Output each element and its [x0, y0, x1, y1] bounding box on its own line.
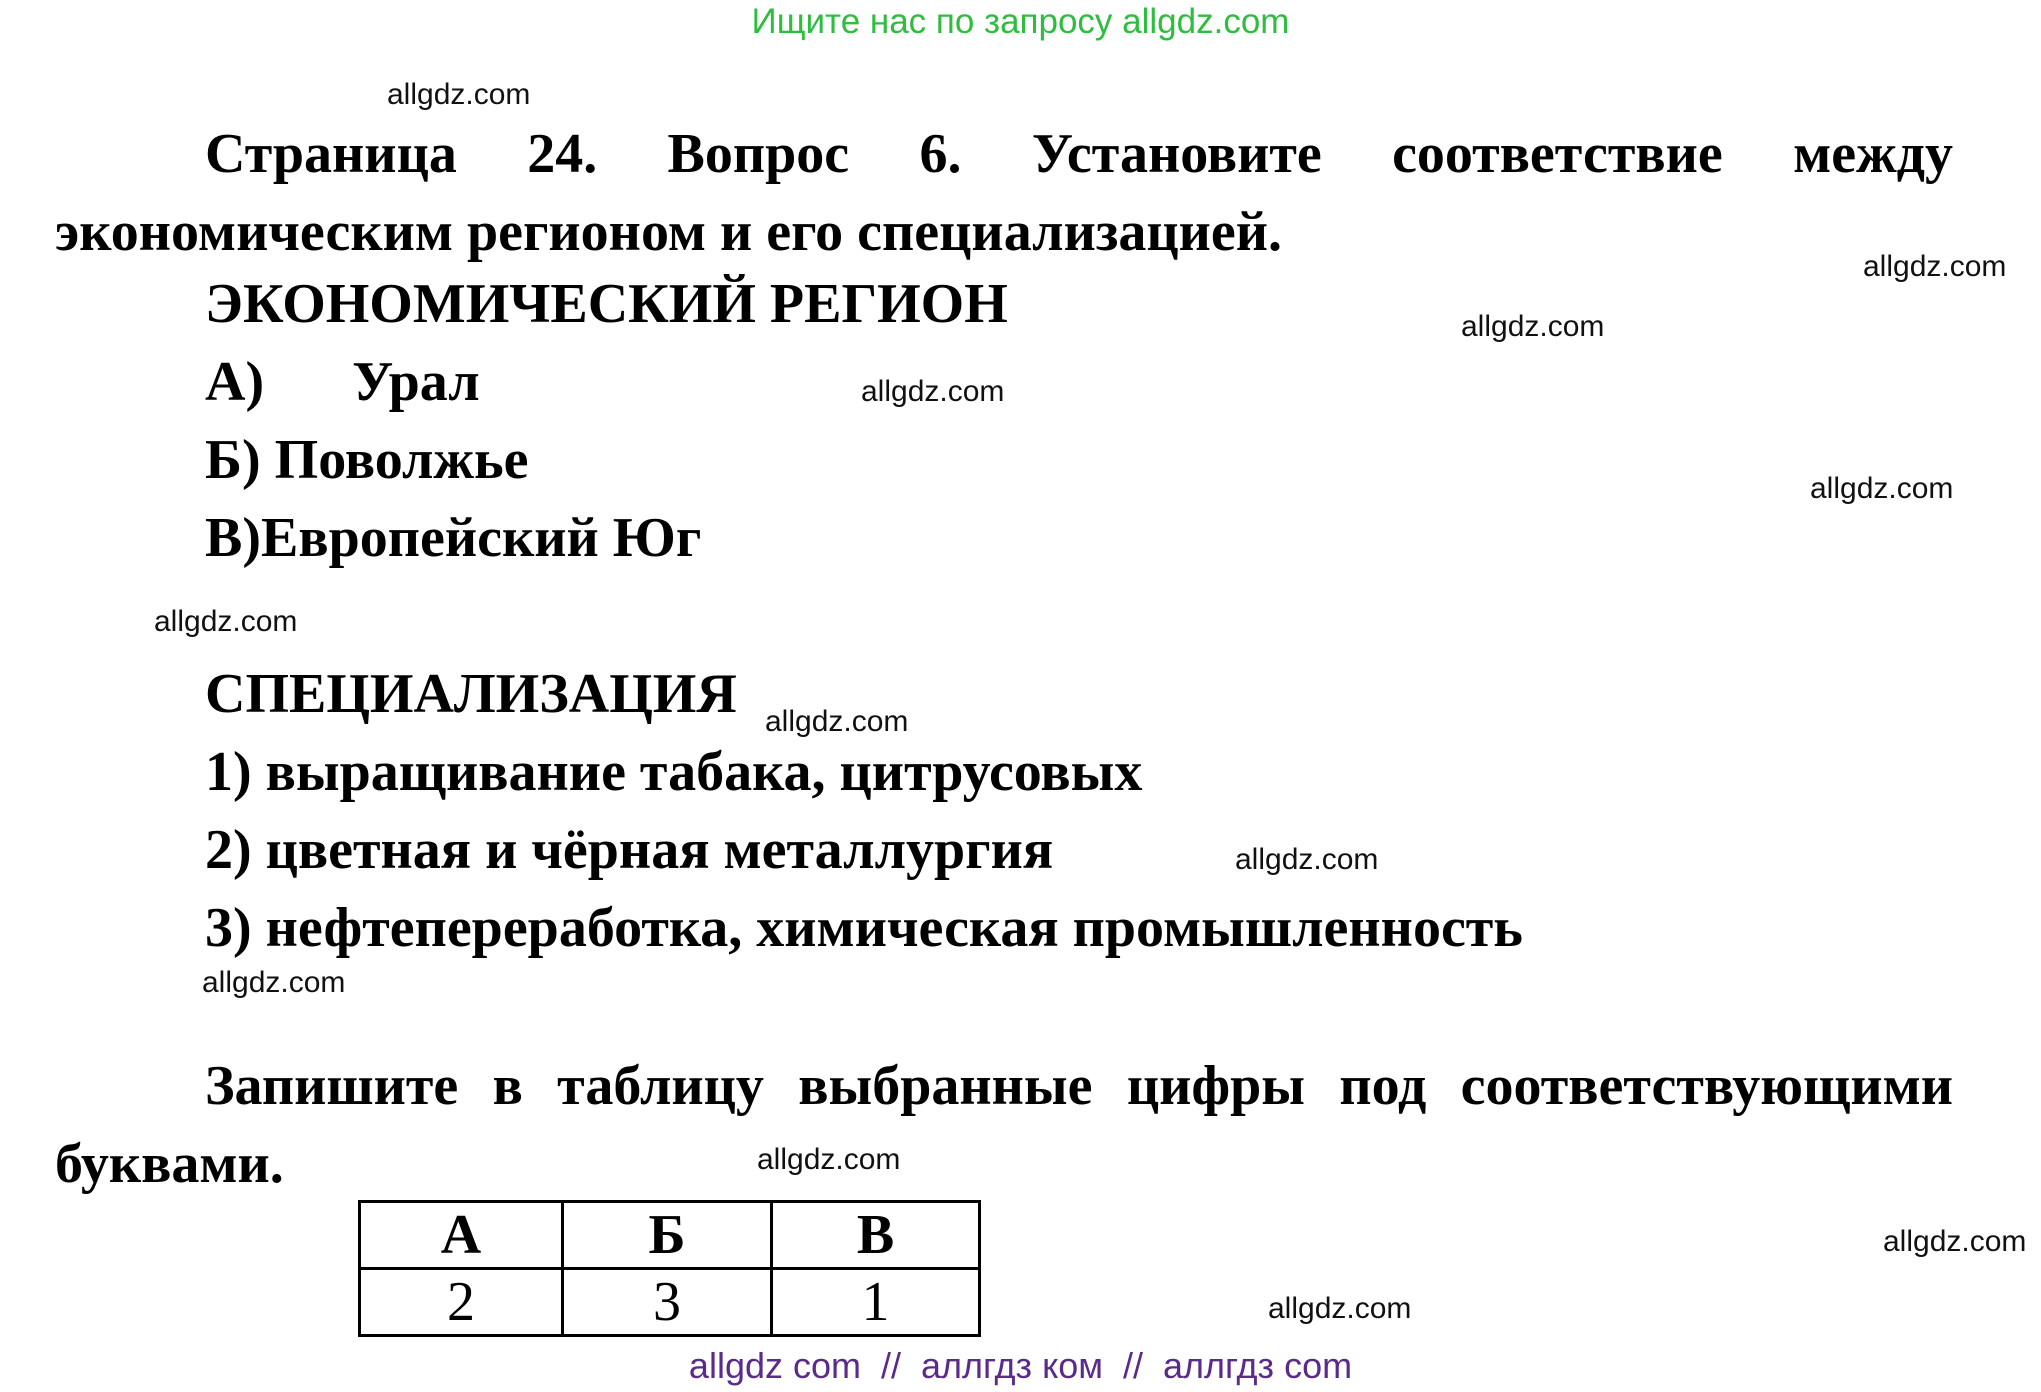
region-letter: Б) [205, 429, 261, 491]
spec-item: 1) выращивание табака, цитрусовых [205, 741, 1143, 803]
table-cell: 2 [360, 1269, 563, 1336]
top-banner: Ищите нас по запросу allgdz.com [751, 2, 1290, 41]
watermark: allgdz.com [1883, 1225, 2027, 1258]
spec-item: 2) цветная и чёрная металлургия [205, 819, 1054, 881]
watermark: allgdz.com [765, 705, 909, 738]
region-letter: В) [205, 507, 261, 569]
watermark: allgdz.com [757, 1143, 901, 1176]
instruction-text: Запишите в таблицу выбранные цифры под соответствующими буквами. [55, 1055, 1953, 1195]
region-name: Европейский Юг [261, 507, 702, 569]
table-header-cell: В [772, 1202, 980, 1269]
region-item [205, 350, 480, 414]
table-cell: 1 [772, 1269, 980, 1336]
watermark: allgdz.com [1268, 1292, 1412, 1325]
region-item [205, 428, 528, 492]
watermark: allgdz.com [1235, 843, 1379, 876]
spec-item: 3) нефтепереработка, химическая промышленность [205, 897, 1523, 959]
bottom-links: allgdz com // аллгдз ком // аллгдз com [688, 1345, 1353, 1386]
table-row [360, 1269, 980, 1336]
watermark: allgdz.com [1863, 250, 2007, 283]
region-item [205, 506, 701, 570]
watermark: allgdz.com [1810, 472, 1954, 505]
question-text: Страница 24. Вопрос 6. Установите соответствие между экономическим регионом и его специализацией. [55, 123, 1953, 263]
region-name: Урал [352, 351, 480, 413]
table-header-row [360, 1202, 980, 1269]
table-header-cell: Б [563, 1202, 772, 1269]
answer-table [358, 1200, 981, 1337]
watermark: allgdz.com [202, 966, 346, 999]
watermark: allgdz.com [861, 375, 1005, 408]
spec-heading: СПЕЦИАЛИЗАЦИЯ [205, 663, 737, 725]
regions-heading: ЭКОНОМИЧЕСКИЙ РЕГИОН [205, 273, 1008, 335]
region-name: Поволжье [274, 429, 529, 491]
table-header-cell: А [360, 1202, 563, 1269]
table-cell: 3 [563, 1269, 772, 1336]
watermark: allgdz.com [1461, 310, 1605, 343]
watermark: allgdz.com [154, 605, 298, 638]
region-letter: А) [205, 351, 265, 413]
watermark: allgdz.com [387, 78, 531, 111]
